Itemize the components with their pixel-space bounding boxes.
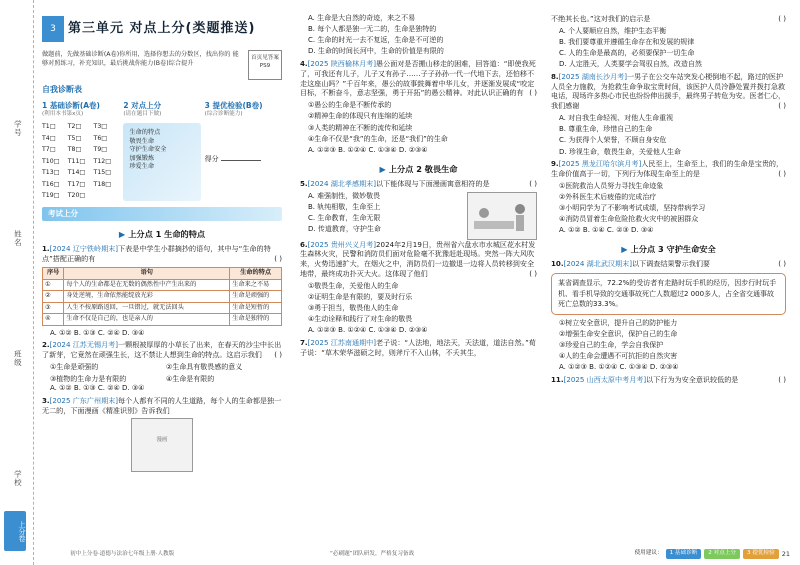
q2-statements <box>42 363 282 384</box>
question-10 <box>551 259 786 269</box>
question-3 <box>42 396 282 416</box>
q1-options: A. ①② B. ①③ C. ②④ D. ③④ <box>50 328 145 337</box>
q-text: 一男子在公交车站突发心梗倒地不起，路过的医护人员全力施救，为抢救生命争取宝贵时间，该医护人员冷静处置并拨打急救电话，现场许多热心市民也纷纷伸出援手，最终男子转危为安。医者仁心，我们感谢 <box>551 71 786 111</box>
table-cell: ③ <box>43 302 64 314</box>
table-cell: 每个人的生命都是在无数的偶然性中产生出来的 <box>64 279 230 291</box>
section-title-text: 上分点 2 敬畏生命 <box>388 163 458 174</box>
cartoon-image: 漫画 <box>131 418 193 472</box>
diag-cell[interactable]: T20□ <box>67 192 86 200</box>
table-header: 序号 <box>43 267 64 279</box>
q5-options <box>300 192 467 238</box>
qr-code-icon: 首页见答案PS9 <box>248 50 282 80</box>
footer-mid: “必刷题”团队研发，严格复习备战 <box>330 551 415 558</box>
q9-statements <box>551 182 786 236</box>
diag-cell[interactable]: T9□ <box>93 146 108 154</box>
statement: ③人类的精神在不断的流传和延续 <box>308 123 413 132</box>
diag-b-item: 守护生命安全 <box>129 146 167 154</box>
q4-statements <box>300 101 537 155</box>
gutter-label: 班级 <box>13 350 23 367</box>
flag-icon: ▶ <box>621 244 628 254</box>
section-title-2 <box>300 164 537 175</box>
statement: ④人的生命会遭遇不可抗拒的自然灾害 <box>559 352 678 361</box>
diag-cell[interactable]: T15□ <box>93 169 112 177</box>
q-number: 5. <box>300 178 308 188</box>
table-cell: ② <box>43 291 64 303</box>
diag-cell[interactable]: T1□ <box>42 123 56 131</box>
q-number: 6. <box>300 239 308 249</box>
option: B. 轨纯相敬，生命至上 <box>308 202 381 211</box>
q5-cartoon-image <box>467 192 537 240</box>
q-source: [2024 湖北武汉期末] <box>563 259 632 269</box>
statement: ①树立安全意识，提升自己的防护能力 <box>559 318 678 327</box>
statement: ①生命是顽强的 <box>50 362 99 371</box>
q-text: 一颗根被厚厚的小草长了出来，在春天的沙尘中长出了新芽，它竟然在顽强生长，这不禁让人想到生命的特点。这启示我们 <box>42 340 282 360</box>
left-content <box>42 14 282 472</box>
question-1 <box>42 244 282 264</box>
q-number: 3. <box>42 395 50 405</box>
statement: ③勇于担当，敬畏他人的生命 <box>308 304 399 313</box>
diag-b-item: 加强锻炼 <box>129 154 155 162</box>
tip-step-2: 2 对点上分 <box>704 549 740 559</box>
diag-cell[interactable]: T2□ <box>67 123 82 131</box>
section-title-text: 上分点 1 生命的特点 <box>128 229 206 240</box>
diagnosis-col-c <box>205 101 282 201</box>
binding-gutter <box>0 0 34 565</box>
option: C. 生命教育，生命无限 <box>308 213 381 222</box>
score-field[interactable] <box>205 155 282 165</box>
diag-c-note: (综合诊断能力) <box>204 111 243 118</box>
prev-options <box>300 14 537 57</box>
table-row <box>43 279 282 291</box>
option: D. 生命的时间长河中，生命的价值是有限的 <box>308 47 444 56</box>
statement: ②外科医生术后疲倦的完成治疗 <box>559 192 657 201</box>
diag-cell[interactable]: T17□ <box>67 180 86 188</box>
question-11 <box>551 375 786 385</box>
q-text: 不绝其长也。”这对我们的启示是 <box>551 14 651 23</box>
diag-cell[interactable]: T3□ <box>93 123 108 131</box>
diag-cell[interactable]: T11□ <box>67 157 86 165</box>
diagnosis-col-b <box>123 101 200 201</box>
answer-paren[interactable]: ( ) <box>778 168 786 178</box>
q-text: 以下能体现与下面漫画寓意相符的是 <box>376 178 490 188</box>
unit-badge: 3 <box>42 16 64 42</box>
answer-choices: A. ①②③ B. ①②④ C. ①③④ D. ②③④ <box>559 363 679 372</box>
statement: ②生命具有敬畏感的意义 <box>166 362 243 371</box>
diag-b-item: 珍爱生命 <box>129 163 155 171</box>
q7-options <box>551 27 786 70</box>
q-source: [2024 辽宁铁岭期末] <box>49 244 119 254</box>
gutter-label: 姓名 <box>13 230 23 247</box>
diagnosis-col-a <box>42 101 119 201</box>
option: D. 珍视生命，敬畏生命，关爱他人生命 <box>559 147 681 156</box>
question-7-cont <box>551 14 786 24</box>
diag-cell[interactable]: T12□ <box>93 157 112 165</box>
option: A. 生命是大自然的奇迹，来之不易 <box>308 14 416 22</box>
q-text: 以下调查结果警示我们要 <box>631 259 711 269</box>
diag-b-label: 2 对点上分 <box>123 101 162 111</box>
option: A. 难强制性，微妙敬畏 <box>308 191 381 200</box>
table-cell: 人生不按原路返回，一旦错过，就无法回头 <box>64 302 230 314</box>
table-header: 语句 <box>64 267 230 279</box>
footer-left: 初中上分卷·道德与法治七年级上册·人教版 <box>70 551 175 558</box>
diag-cell[interactable]: T4□ <box>42 134 56 142</box>
q2-options: A. ①② B. ①③ C. ②④ D. ③④ <box>50 384 145 393</box>
usage-tip-bar <box>635 549 790 559</box>
tip-step-3: 3 提优检验 <box>743 549 779 559</box>
diagnosis-table <box>42 101 282 201</box>
table-cell: 生命是顽强的 <box>230 291 282 303</box>
answer-paren[interactable]: ( ) <box>778 374 786 384</box>
table-row <box>43 314 282 326</box>
diag-cell[interactable]: T7□ <box>42 146 56 154</box>
diag-b-item: 敬畏生命 <box>129 137 155 145</box>
table-row <box>43 302 282 314</box>
q-number: 2. <box>42 340 50 350</box>
table-cell: 生命来之不易 <box>230 279 282 291</box>
option: A. 对自我生命轻视、对他人生命重视 <box>559 114 674 123</box>
survey-quote-box: 某省调查显示，72.2%的受访者有走路时玩手机的经历，因步行时玩手机、看手机导致的交通事故死亡人数超过2 000多人，占全省交通事故死亡总数的33.3%。 <box>551 273 786 315</box>
option: C. 人的生命是最高的，必须要保护一切生命 <box>559 49 695 58</box>
q-source: [2025 江苏南通期中] <box>307 338 377 348</box>
table-cell: ① <box>43 279 64 291</box>
answer-paren[interactable]: ( ) <box>529 268 537 278</box>
diag-cell[interactable]: T19□ <box>42 192 60 200</box>
question-2 <box>42 340 282 360</box>
diag-b-box <box>123 123 200 201</box>
diag-cell[interactable]: T14□ <box>67 169 86 177</box>
answer-paren[interactable]: ( ) <box>529 88 537 98</box>
q-source: [2025 广东广州期末] <box>49 395 119 405</box>
page-number: 21 <box>781 549 790 558</box>
score-label: 得分 <box>204 155 219 164</box>
diagnosis-title: 自我诊断表 <box>42 85 82 94</box>
diag-cell[interactable]: T6□ <box>93 134 108 142</box>
section-title-3 <box>551 244 786 255</box>
q-number: 10. <box>551 259 564 269</box>
question-4 <box>300 59 537 98</box>
unit-title: 第三单元 对点上分(类题推送) <box>68 21 256 37</box>
q6-statements <box>300 282 537 336</box>
unit-header <box>42 14 282 44</box>
question-6 <box>300 240 537 279</box>
q-source: [2024 江苏无锡月考] <box>49 340 119 350</box>
q-text: 2024年2月19日，贵州省六盘水市水城区花水村发生森林火灾，民警和消防员们面对危险毫不犹豫赶赴现场。突然一阵大风吹来，火势迅速扩大，在烟火之中，消防员们一边撤退一边将人员转移到安全地带，最终成功扑灭大火。这体现了他们 <box>300 239 536 278</box>
statement: ④生命不仅是“我”的生命，还是“我们”的生命 <box>308 134 448 143</box>
table-header: 生命的特点 <box>230 267 282 279</box>
q-text: 每个人都有不同的人生道路，每个人的生命都是独一无二的，下面漫画《精准识别》告诉我们 <box>42 395 282 415</box>
brand-logo: 上分卷 <box>4 511 26 551</box>
q-source: [2024 湖北孝感期末] <box>307 178 377 188</box>
q3-image-wrap <box>42 418 282 472</box>
answer-paren[interactable]: ( ) <box>778 14 786 23</box>
answer-paren[interactable]: ( ) <box>778 101 786 111</box>
statement: ③小明同学为了不影响考试成绩，坚持带病学习 <box>559 204 706 213</box>
q-number: 9. <box>551 159 559 169</box>
diag-cell[interactable]: T16□ <box>42 180 60 188</box>
diag-cells <box>42 123 119 201</box>
q-source: [2025 山西太原中考月考] <box>563 374 647 384</box>
answer-choices: A. ①②③ B. ①②④ C. ①③④ D. ②③④ <box>308 326 428 335</box>
section-title-1 <box>42 229 282 240</box>
right-column <box>545 0 800 565</box>
diag-cell[interactable]: T18□ <box>93 180 112 188</box>
q-text: 人民至上，生命至上，我们的生命是宝贵的，生命价值高于一切，下列行为体现生命至上的是 <box>551 159 784 178</box>
q-number: 1. <box>42 244 50 254</box>
diag-cell[interactable]: T8□ <box>67 146 82 154</box>
table-cell: ④ <box>43 314 64 326</box>
q10-statements <box>551 319 786 373</box>
gutter-label: 学校 <box>13 470 23 487</box>
question-7 <box>300 338 537 358</box>
table-cell: 生命是短暂的 <box>230 302 282 314</box>
section-banner: 考试上分 <box>42 207 282 221</box>
statement: ①愚公的生命是不断传承的 <box>308 101 392 110</box>
statement: ②增强生命安全意识，保护自己的生命 <box>559 329 678 338</box>
statement: ②精神生命的体现只有连绵的延续 <box>308 112 413 121</box>
left-page <box>0 0 290 565</box>
statement: ④消防员冒着生命危险抢救火灾中的被困群众 <box>559 215 699 224</box>
statement: ③珍爱自己的生命，学会自我保护 <box>559 340 664 349</box>
q-text: 愚公面对是否搬山移走的困难，回答道：“即使我死了，可我还有儿子，儿子又有孙子……子子孙孙一代一代地下去，还怕移不走这座山吗？”千百年来，愚公的故事鼓舞着中华儿女，并逐渐发展成“咬定目标，不断奋斗，意志坚强，勇于开拓”的愚公精神。对此认识正确的有 <box>300 59 536 98</box>
table-cell: 身处逆境，生命依然能绽放光彩 <box>64 291 230 303</box>
option: A. 个人要顺应自然，维护生态平衡 <box>559 26 667 35</box>
flag-icon: ▶ <box>118 229 126 240</box>
tip-label: 使用建议： <box>634 550 663 557</box>
statement: ①医院救治人员努力寻找生命迹象 <box>559 181 664 190</box>
diag-b-note: (请在题目下做) <box>123 111 162 118</box>
table-header-row <box>43 267 282 279</box>
diag-a-label: 1 基础诊断(A卷) <box>42 101 100 111</box>
q-source: [2025 黑龙江哈尔滨月考] <box>558 159 642 169</box>
intro-text: 做题前，先做基础诊断(A卷)你所用，选择你想去的分数区，找出你的 能够对照练习，补充知识，最后挑战你能力(B卷)综合提升 <box>42 51 239 68</box>
table-row <box>43 291 282 303</box>
answer-paren[interactable]: ( ) <box>778 259 786 269</box>
diag-cell[interactable]: T5□ <box>67 134 82 142</box>
question-5 <box>300 179 537 189</box>
q-number: 11. <box>551 374 564 384</box>
answer-paren[interactable]: ( ) <box>274 254 282 264</box>
option: D. 人定胜天，人类要学会驾驭自然，改造自然 <box>559 60 702 69</box>
statement: ①敬畏生命，关爱他人的生命 <box>308 281 399 290</box>
q5-body <box>300 192 537 240</box>
diag-c-label: 3 提优检验(B卷) <box>204 101 263 111</box>
diag-b-item: 生命的特点 <box>129 129 161 137</box>
diag-cell[interactable]: T13□ <box>42 169 60 177</box>
statement: ④生动诠释和践行了对生命的敬畏 <box>308 315 413 324</box>
option: B. 尊重生命，珍惜自己的生命 <box>559 125 653 134</box>
question-9 <box>551 159 786 179</box>
option: D. 传道教育，守护生命 <box>308 225 381 234</box>
table-cell: 生命是独特的 <box>230 314 282 326</box>
answer-paren[interactable]: ( ) <box>274 350 282 360</box>
flag-icon: ▶ <box>379 163 386 174</box>
gutter-label: 学号 <box>13 120 23 137</box>
hospital-scene-icon <box>468 193 536 239</box>
q-text: 以下行为为安全意识较低的是 <box>646 374 739 384</box>
option: C. 生命的时光一去不复返，生命是不可逆的 <box>308 36 444 45</box>
intro-row <box>42 50 282 80</box>
q-number: 8. <box>551 71 559 81</box>
q-source: [2025 湖南长沙月考] <box>558 71 628 81</box>
q-number: 4. <box>300 59 308 69</box>
option: B. 每个人都是独一无二的，生命是独特的 <box>308 25 437 34</box>
option: B. 我们要尊重并遵循生命存在和发展的规律 <box>559 37 695 46</box>
q1-table <box>42 267 282 326</box>
q-number: 7. <box>300 338 308 348</box>
diag-cell[interactable]: T10□ <box>42 157 60 165</box>
diag-a-note: (利用本书第x页) <box>42 111 84 118</box>
q8-options <box>551 114 786 157</box>
statement: ②证明生命是有限的，要及时行乐 <box>308 292 413 301</box>
middle-column <box>290 0 545 565</box>
statement: ④生命是有限的 <box>166 374 215 383</box>
score-blank[interactable] <box>221 160 261 161</box>
table-cell: 生命不仅是自己的，也是亲人的 <box>64 314 230 326</box>
section-title-text: 上分点 3 守护生命安全 <box>630 244 716 254</box>
answer-paren[interactable]: ( ) <box>529 178 537 188</box>
tip-step-1: 1 基础诊断 <box>666 549 702 559</box>
answer-choices: A. ①②③ B. ①②④ C. ①③④ D. ②③④ <box>308 145 428 154</box>
q-source: [2025 陕西榆林月考] <box>307 59 377 69</box>
q-text: 老子说：“人法地，地法天，天法道，道法自然。”荀子说：“草木荣华滋硕之时，则斧斤不入山林，不夭其生， <box>300 338 536 357</box>
answer-choices: A. ①② B. ①④ C. ②③ D. ③④ <box>559 226 654 235</box>
q-text: 下表是中学生小群摘抄的语句，其中与“生命的特点”搭配正确的有 <box>42 244 271 264</box>
statement: ③植物的生命力是有限的 <box>50 374 127 383</box>
q-source: [2025 贵州兴义月考] <box>307 239 377 249</box>
question-8 <box>551 72 786 111</box>
option: C. 为获得个人荣誉，不顾自身安危 <box>559 136 667 145</box>
